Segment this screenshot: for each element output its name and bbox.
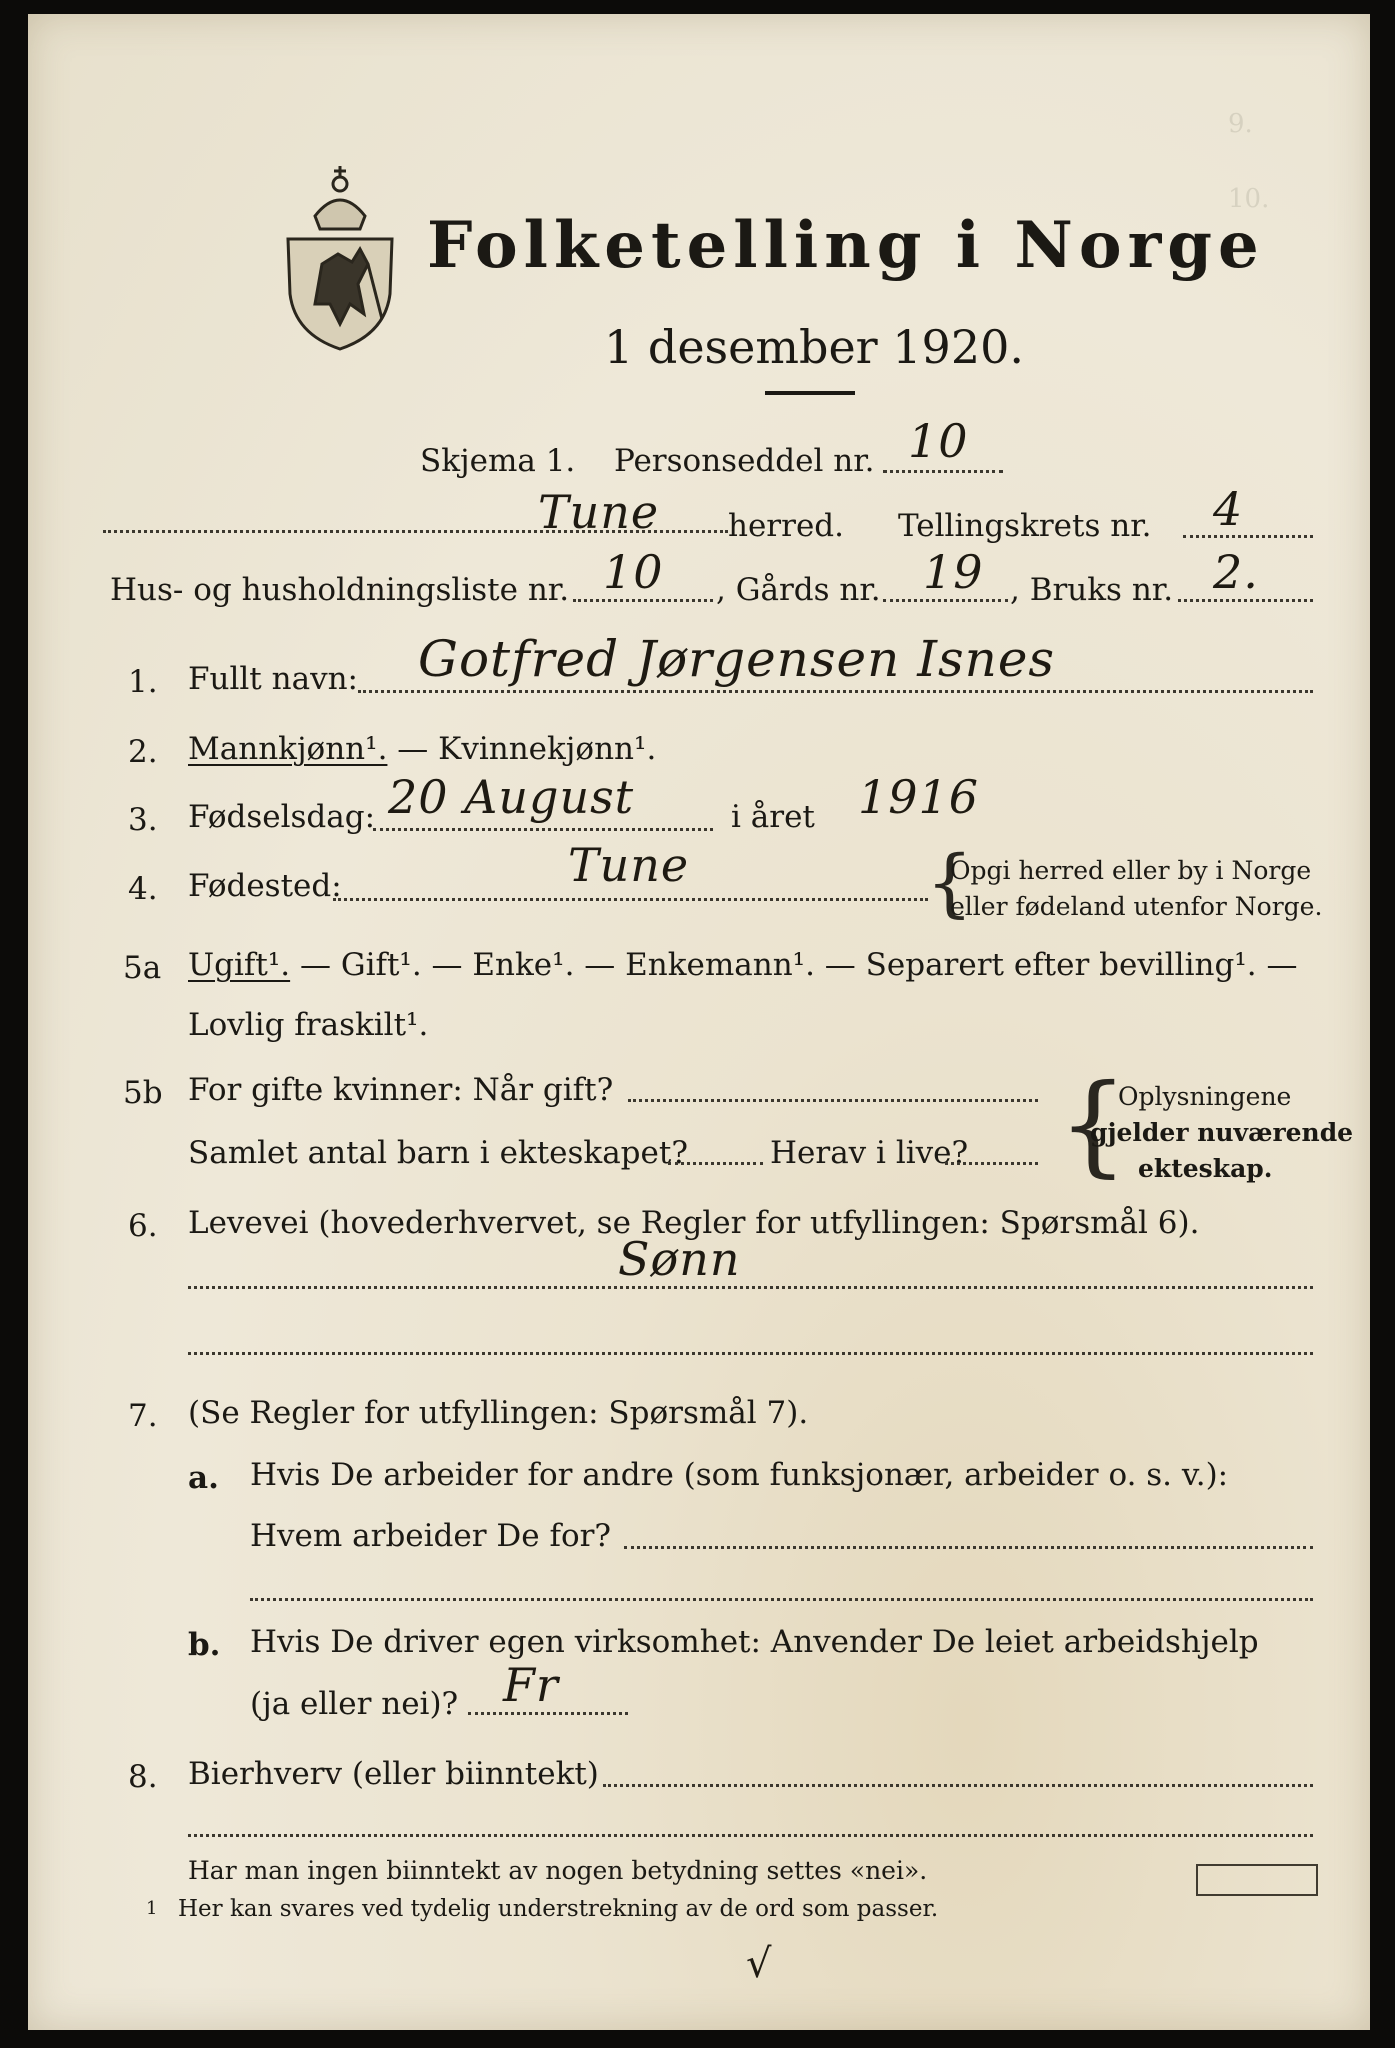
- q3-label: Fødselsdag:: [188, 799, 376, 835]
- check-mark: √: [746, 1941, 773, 1987]
- q5b-children-dotted-line: [668, 1162, 763, 1165]
- q8-number: 8.: [128, 1759, 158, 1795]
- q3-birth-date: 20 August: [388, 770, 635, 824]
- q7a-line2: Hvem arbeider De for?: [250, 1518, 612, 1554]
- q1-dotted-line: [358, 690, 1313, 693]
- q8-dotted-line-2: [188, 1834, 1313, 1837]
- q7b-answer: Fr: [503, 1658, 559, 1712]
- q3-birth-year: 1916: [858, 770, 980, 824]
- q4-brace: {: [926, 840, 974, 926]
- gards-dotted-line: [883, 599, 1008, 602]
- footnote-text: Her kan svares ved tydelig understrekning av de ord som passer.: [178, 1896, 939, 1922]
- q5b-number: 5b: [123, 1075, 163, 1111]
- title-rule: [765, 391, 855, 395]
- q5b-married-dotted-line: [628, 1099, 1038, 1102]
- q2-number: 2.: [128, 734, 158, 770]
- skjema-label: Skjema 1.: [420, 443, 576, 479]
- census-form: [28, 14, 1370, 2030]
- tellingskrets-label: Tellingskrets nr.: [898, 508, 1152, 544]
- q5b-brace: {: [1058, 1060, 1128, 1188]
- tellingskrets-value: 4: [1213, 482, 1244, 536]
- q5b-note-2: gjelder nuværende: [1090, 1118, 1354, 1147]
- q7a-line1: Hvis De arbeider for andre (som funksjonær, arbeider o. s. v.):: [250, 1457, 1229, 1493]
- q1-label: Fullt navn:: [188, 661, 358, 697]
- q3-year-label: i året: [731, 799, 815, 835]
- q8-note: Har man ingen biinntekt av nogen betydning settes «nei».: [188, 1856, 928, 1885]
- personseddel-dotted-line: [883, 470, 1003, 473]
- bleed-through-text: 9.: [1228, 109, 1253, 139]
- q4-label: Fødested:: [188, 868, 342, 904]
- q8-dotted-line-1: [603, 1784, 1313, 1787]
- hus-dotted-line: [573, 599, 713, 602]
- q2-gender-line: [188, 731, 657, 767]
- q4-note-2: eller fødeland utenfor Norge.: [950, 892, 1323, 921]
- q7-label: (Se Regler for utfyllingen: Spørsmål 7).: [188, 1395, 809, 1431]
- hus-value: 10: [603, 545, 664, 599]
- q6-dotted-line-2: [188, 1352, 1313, 1355]
- bruks-label: , Bruks nr.: [1010, 572, 1174, 608]
- q7b-line1: Hvis De driver egen virksomhet: Anvender De leiet arbeidshjelp: [250, 1624, 1259, 1660]
- coat-of-arms-emblem: [260, 154, 420, 354]
- q3-number: 3.: [128, 802, 158, 838]
- q4-number: 4.: [128, 871, 158, 907]
- q5a-other-options: — Gift¹. — Enke¹. — Enkemann¹. — Separert efter bevilling¹. —: [290, 947, 1298, 983]
- bruks-value: 2.: [1213, 545, 1259, 599]
- q5a-ugift-option: Ugift¹.: [188, 947, 291, 983]
- gards-label: , Gårds nr.: [716, 572, 881, 608]
- personseddel-label: Personseddel nr.: [614, 443, 875, 479]
- q3-date-dotted-line: [373, 828, 713, 831]
- q1-full-name: Gotfred Jørgensen Isnes: [418, 630, 1056, 688]
- q7b-letter: b.: [188, 1627, 221, 1663]
- q7b-line2: (ja eller nei)?: [250, 1686, 459, 1722]
- q5a-number: 5a: [123, 950, 162, 986]
- q5b-line1: For gifte kvinner: Når gift?: [188, 1072, 614, 1108]
- q7-number: 7.: [128, 1398, 158, 1434]
- q2-separator: —: [387, 731, 439, 767]
- q1-number: 1.: [128, 664, 158, 700]
- personseddel-value: 10: [908, 414, 969, 468]
- q8-label: Bierhverv (eller biinntekt): [188, 1756, 599, 1792]
- q5a-line2: Lovlig fraskilt¹.: [188, 1007, 429, 1043]
- q4-birthplace: Tune: [568, 838, 690, 892]
- form-title: Folketelling i Norge: [427, 208, 1265, 283]
- footnote-mark: 1: [146, 1898, 158, 1919]
- q5b-line2b: Herav i live?: [770, 1135, 969, 1171]
- q5b-note-3: ekteskap.: [1138, 1154, 1273, 1183]
- hus-label: Hus- og husholdningsliste nr.: [110, 572, 570, 608]
- tellingskrets-dotted-line: [1183, 535, 1313, 538]
- q7a-dotted-line-1: [624, 1546, 1313, 1549]
- q5b-line2a: Samlet antal barn i ekteskapet?: [188, 1135, 688, 1171]
- herred-label: herred.: [728, 508, 844, 544]
- q4-note-1: Opgi herred eller by i Norge: [950, 856, 1312, 885]
- printer-stamp: [1196, 1864, 1318, 1896]
- q5b-note-1: Oplysningene: [1118, 1082, 1292, 1111]
- q5a-status-line: [188, 947, 1298, 983]
- q7a-letter: a.: [188, 1460, 219, 1496]
- q6-dotted-line-1: [188, 1286, 1313, 1289]
- q2-female-option: Kvinnekjønn¹.: [438, 731, 657, 767]
- q2-male-option: Mannkjønn¹.: [188, 731, 388, 767]
- q4-dotted-line: [333, 898, 928, 901]
- gards-value: 19: [923, 545, 984, 599]
- herred-value: Tune: [538, 485, 660, 539]
- q6-number: 6.: [128, 1208, 158, 1244]
- form-date: 1 desember 1920.: [604, 320, 1024, 374]
- bleed-through-text: 10.: [1228, 184, 1270, 214]
- q5b-alive-dotted-line: [945, 1162, 1038, 1165]
- q7b-dotted-line: [468, 1712, 628, 1715]
- bruks-dotted-line: [1178, 599, 1313, 602]
- q6-label: Levevei (hovederhvervet, se Regler for utfyllingen: Spørsmål 6).: [188, 1205, 1200, 1241]
- q7a-dotted-line-2: [250, 1598, 1313, 1601]
- q6-occupation: Sønn: [618, 1232, 741, 1286]
